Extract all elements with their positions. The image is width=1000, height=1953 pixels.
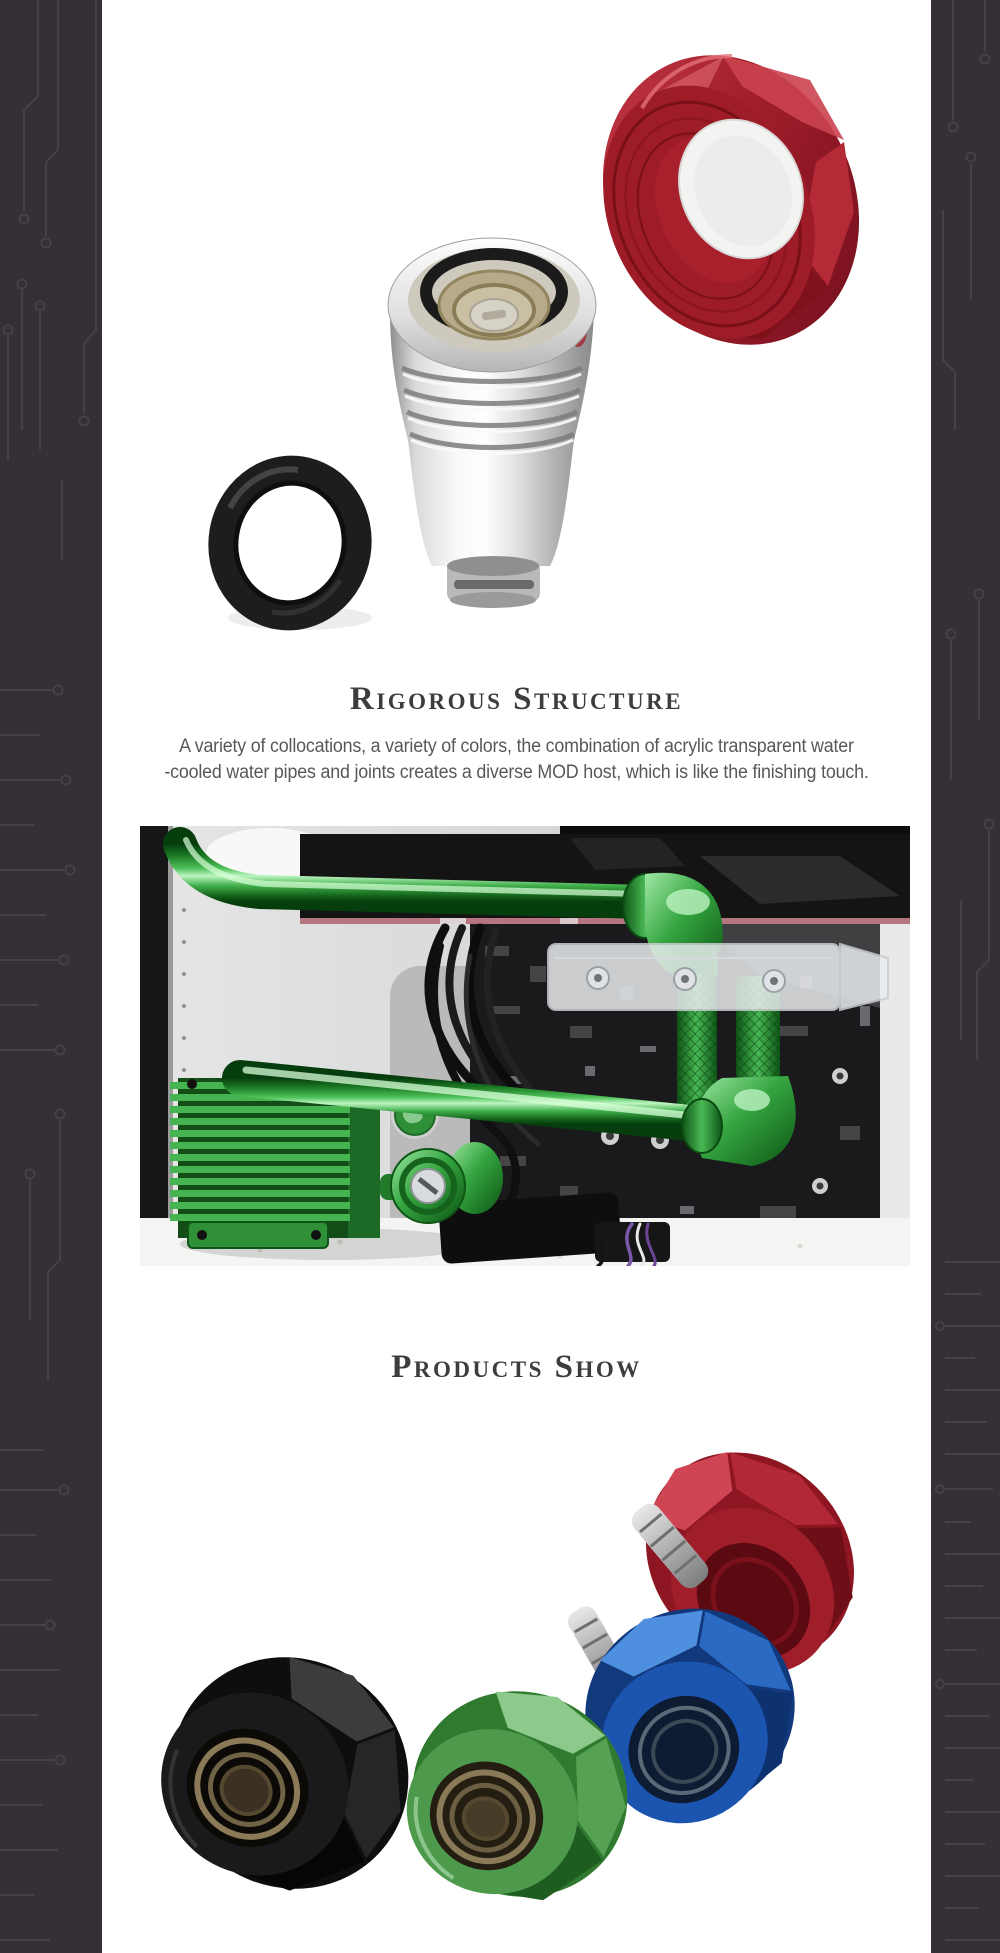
products-photo bbox=[102, 1386, 931, 1951]
circuit-pattern-left bbox=[0, 0, 102, 1953]
black-fitting bbox=[126, 1611, 454, 1937]
red-compression-cap bbox=[557, 13, 906, 387]
acrylic-bracket bbox=[548, 944, 888, 1010]
green-screw-fitting bbox=[391, 1149, 465, 1223]
hero-photo bbox=[102, 0, 931, 660]
chrome-threaded-fitting bbox=[388, 238, 596, 608]
rigorous-title: Rigorous Structure bbox=[349, 681, 684, 717]
content-panel bbox=[102, 0, 931, 1953]
description-line-2: -cooled water pipes and joints creates a diverse MOD host, which is like the finishing touch. bbox=[164, 762, 869, 783]
black-o-ring bbox=[211, 459, 372, 630]
case-frame bbox=[140, 826, 168, 1266]
rigorous-description bbox=[127, 734, 906, 786]
description-line-1: A variety of collocations, a variety of colors, the combination of acrylic transparent water bbox=[179, 736, 854, 757]
structure-photo bbox=[140, 826, 910, 1266]
circuit-pattern-right bbox=[931, 0, 1000, 1953]
products-title: Products Show bbox=[391, 1349, 642, 1385]
